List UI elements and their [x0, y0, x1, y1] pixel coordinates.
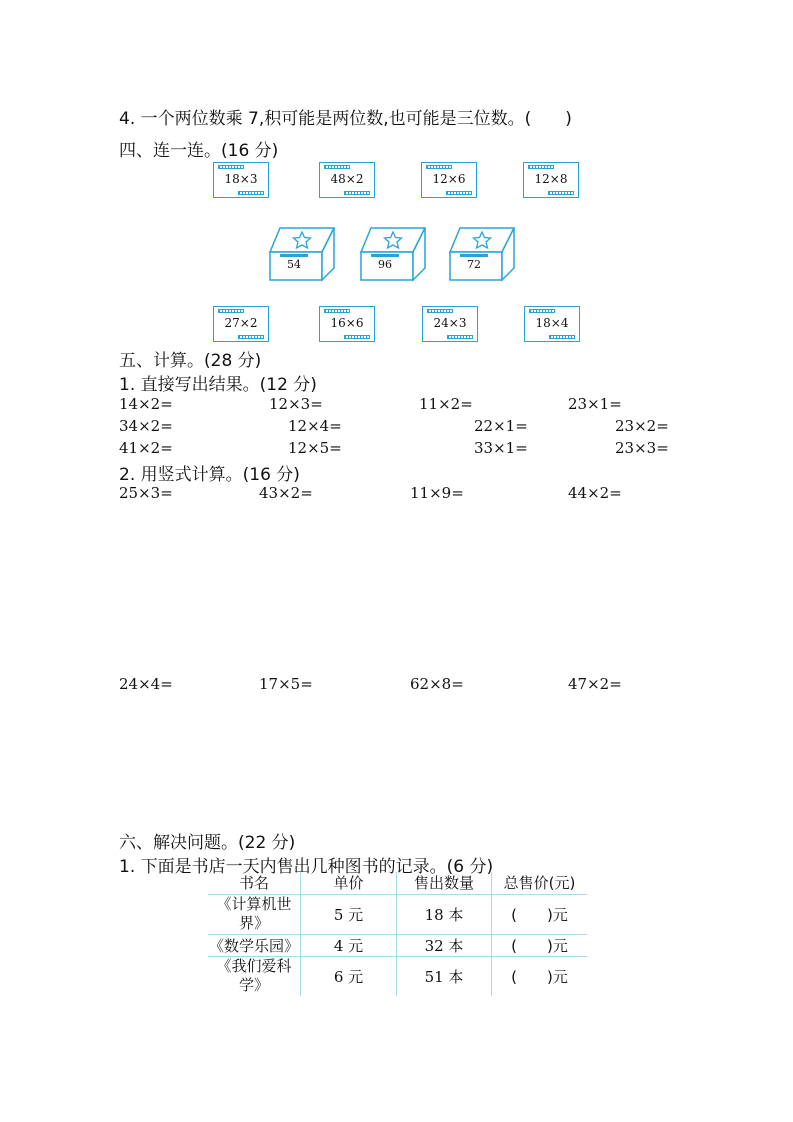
- price-cell: 4 元: [301, 934, 397, 956]
- total-cell[interactable]: ( )元: [492, 894, 588, 934]
- house-number: 96: [378, 258, 392, 271]
- card-top-4[interactable]: [523, 162, 579, 198]
- section-6-title: 六、解决问题。(22 分): [119, 833, 296, 853]
- card-label: 48×2: [330, 172, 364, 186]
- table-row: [208, 956, 587, 996]
- house-number: 72: [467, 258, 481, 271]
- card-bottom-3[interactable]: [422, 306, 478, 342]
- books-table: [208, 872, 587, 996]
- question-5-1: 1. 直接写出结果。(12 分): [119, 375, 317, 395]
- section-4-title: 四、连一连。(16 分): [119, 141, 279, 161]
- equation: 17×5=: [259, 675, 313, 693]
- question-5-2: 2. 用竖式计算。(16 分): [119, 465, 300, 485]
- house-icon: [357, 224, 429, 284]
- total-cell[interactable]: ( )元: [511, 967, 568, 986]
- equation: 23×1=: [568, 395, 622, 413]
- question-4: 4. 一个两位数乘 7,积可能是两位数,也可能是三位数。( ): [119, 109, 572, 129]
- card-top-1[interactable]: [213, 162, 269, 198]
- equation: 22×1=: [474, 417, 528, 435]
- table-row: [208, 934, 587, 956]
- equation: 23×3=: [615, 439, 669, 457]
- equation: 44×2=: [568, 484, 622, 502]
- equation: 12×5=: [288, 439, 342, 457]
- card-label: 16×6: [330, 316, 364, 330]
- question-6-1: 1. 下面是书店一天内售出几种图书的记录。(6 分): [119, 857, 494, 877]
- table-row: [208, 894, 587, 934]
- equation: 12×4=: [288, 417, 342, 435]
- card-bottom-1[interactable]: [213, 306, 269, 342]
- equation: 33×1=: [474, 439, 528, 457]
- equation: 41×2=: [119, 439, 173, 457]
- column-header: 总售价(元): [492, 872, 588, 894]
- book-name: 《数学乐园》: [208, 934, 301, 956]
- equation: 11×9=: [410, 484, 464, 502]
- column-header: 书名: [208, 872, 301, 894]
- house-2[interactable]: [357, 224, 429, 284]
- card-label: 18×3: [224, 172, 258, 186]
- quantity-cell: 51 本: [397, 956, 492, 996]
- book-name: 《我们爱科 学》: [208, 956, 301, 996]
- equation: 47×2=: [568, 675, 622, 693]
- card-top-2[interactable]: [319, 162, 375, 198]
- card-label: 18×4: [535, 316, 569, 330]
- equation: 62×8=: [410, 675, 464, 693]
- card-bottom-4[interactable]: [524, 306, 580, 342]
- house-icon: [446, 224, 518, 284]
- house-1[interactable]: [266, 224, 338, 284]
- card-bottom-2[interactable]: [319, 306, 375, 342]
- house-3[interactable]: [446, 224, 518, 284]
- equation: 12×3=: [269, 395, 323, 413]
- total-cell[interactable]: ( )元: [492, 934, 588, 956]
- card-label: 27×2: [224, 316, 258, 330]
- card-label: 12×8: [534, 172, 568, 186]
- column-header: 单价: [301, 872, 397, 894]
- equation: 14×2=: [119, 395, 173, 413]
- card-top-3[interactable]: [421, 162, 477, 198]
- column-header: 售出数量: [397, 872, 492, 894]
- book-name: 《计算机世 界》: [208, 894, 301, 934]
- equation: 43×2=: [259, 484, 313, 502]
- card-label: 24×3: [433, 316, 467, 330]
- quantity-cell: 32 本: [397, 934, 492, 956]
- house-icon: [266, 224, 338, 284]
- equation: 34×2=: [119, 417, 173, 435]
- price-cell: 5 元: [301, 894, 397, 934]
- house-number: 54: [287, 258, 301, 271]
- equation: 25×3=: [119, 484, 173, 502]
- card-label: 12×6: [432, 172, 466, 186]
- equation: 24×4=: [119, 675, 173, 693]
- equation: 23×2=: [615, 417, 669, 435]
- price-cell: 6 元: [301, 956, 397, 996]
- quantity-cell: 18 本: [397, 894, 492, 934]
- section-5-title: 五、计算。(28 分): [119, 351, 262, 371]
- equation: 11×2=: [419, 395, 473, 413]
